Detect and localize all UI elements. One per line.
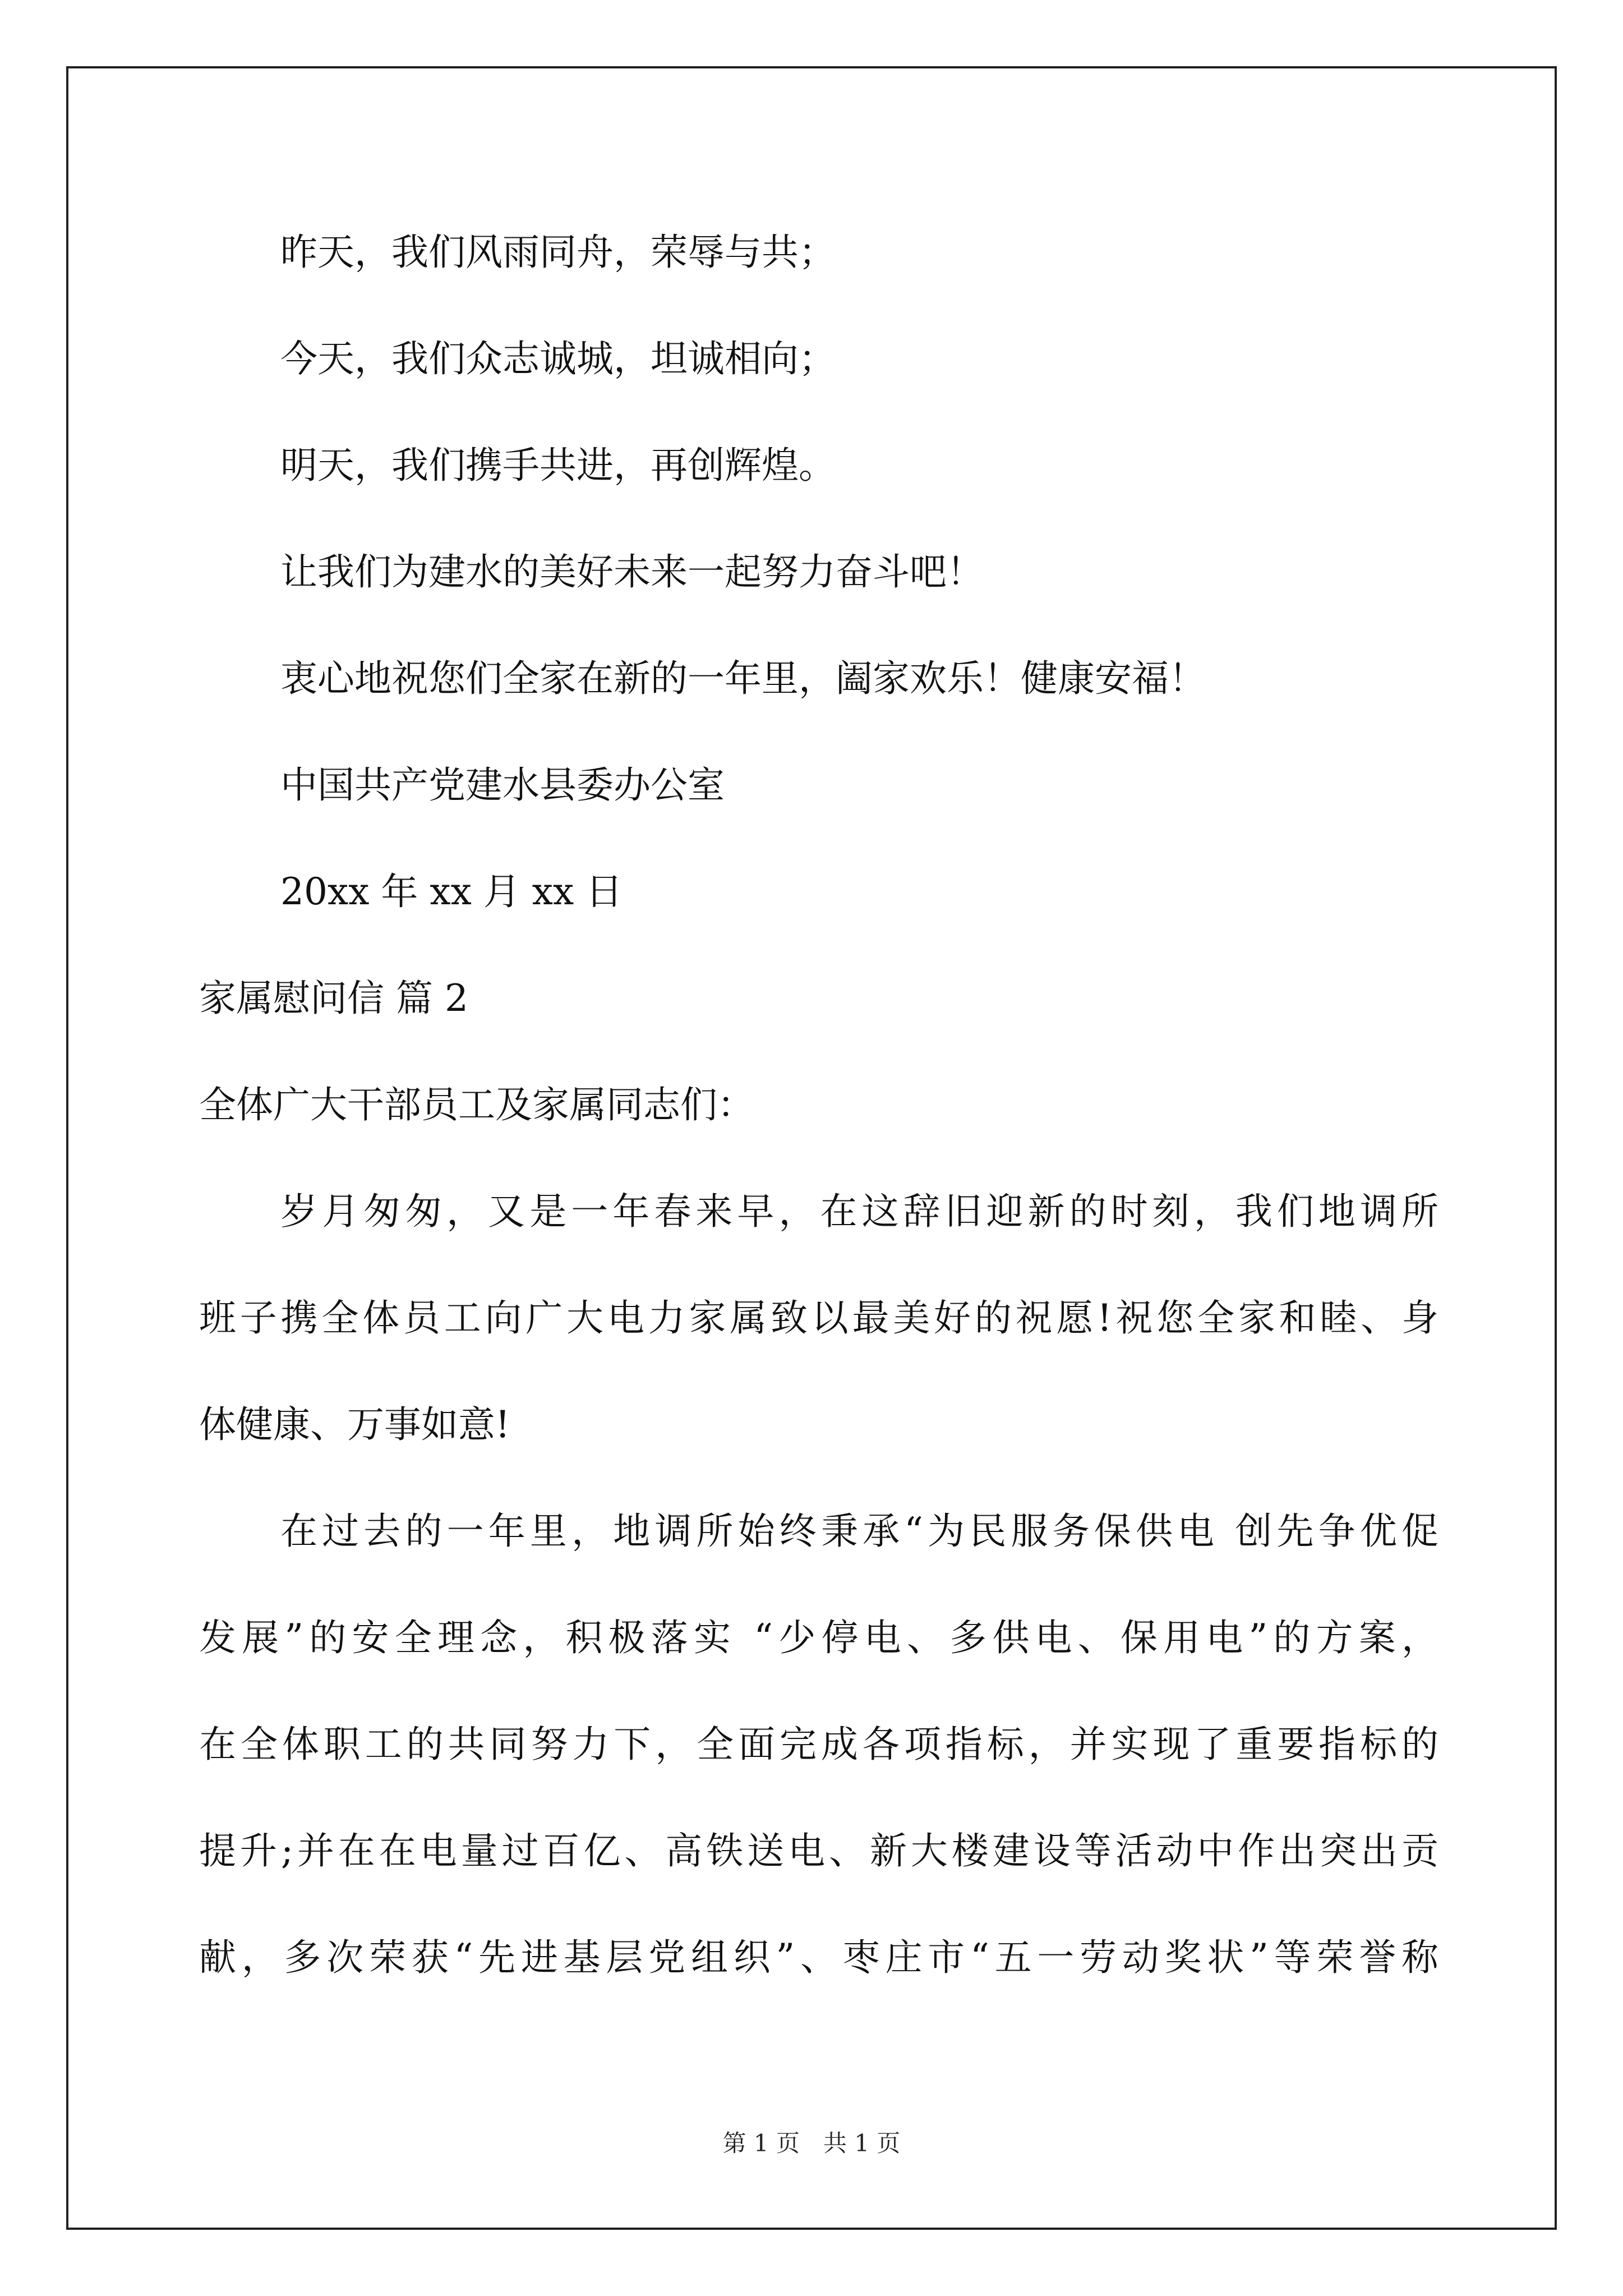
text-line: 在过去的一年里，地调所始终秉承“为民服务保供电 创先争优促 bbox=[280, 1510, 1438, 1553]
text-line: 明天，我们携手共进，再创辉煌。 bbox=[280, 444, 836, 487]
section-heading: 家属慰问信 篇 2 bbox=[199, 977, 468, 1020]
signature-organization: 中国共产党建水县委办公室 bbox=[280, 763, 725, 807]
text-line: 让我们为建水的美好未来一起努力奋斗吧！ bbox=[280, 550, 984, 593]
page-border bbox=[66, 66, 1557, 2230]
text-line: 班子携全体员工向广大电力家属致以最美好的祝愿!祝您全家和睦、身 bbox=[199, 1296, 1438, 1340]
text-line: 提升;并在在电量过百亿、高铁送电、新大楼建设等活动中作出突出贡 bbox=[199, 1829, 1438, 1872]
salutation: 全体广大干部员工及家属同志们： bbox=[199, 1083, 754, 1126]
signature-date: 20xx 年 xx 月 xx 日 bbox=[280, 870, 623, 913]
text-line: 体健康、万事如意! bbox=[199, 1403, 510, 1446]
text-line: 岁月匆匆，又是一年春来早，在这辞旧迎新的时刻，我们地调所 bbox=[280, 1190, 1438, 1233]
page-number-footer: 第 1 页 共 1 页 bbox=[722, 2129, 901, 2157]
text-line: 今天，我们众志诚城，坦诚相向； bbox=[280, 337, 836, 380]
text-line: 昨天，我们风雨同舟，荣辱与共； bbox=[280, 231, 836, 274]
text-line: 发展”的安全理念，积极落实 “少停电、多供电、保用电”的方案， bbox=[199, 1616, 1438, 1659]
text-line: 衷心地祝您们全家在新的一年里，阖家欢乐！健康安福！ bbox=[280, 657, 1206, 700]
text-line: 在全体职工的共同努力下，全面完成各项指标，并实现了重要指标的 bbox=[199, 1723, 1438, 1766]
text-line: 献，多次荣获“先进基层党组织”、枣庄市“五一劳动奖状”等荣誉称 bbox=[199, 1936, 1438, 1979]
